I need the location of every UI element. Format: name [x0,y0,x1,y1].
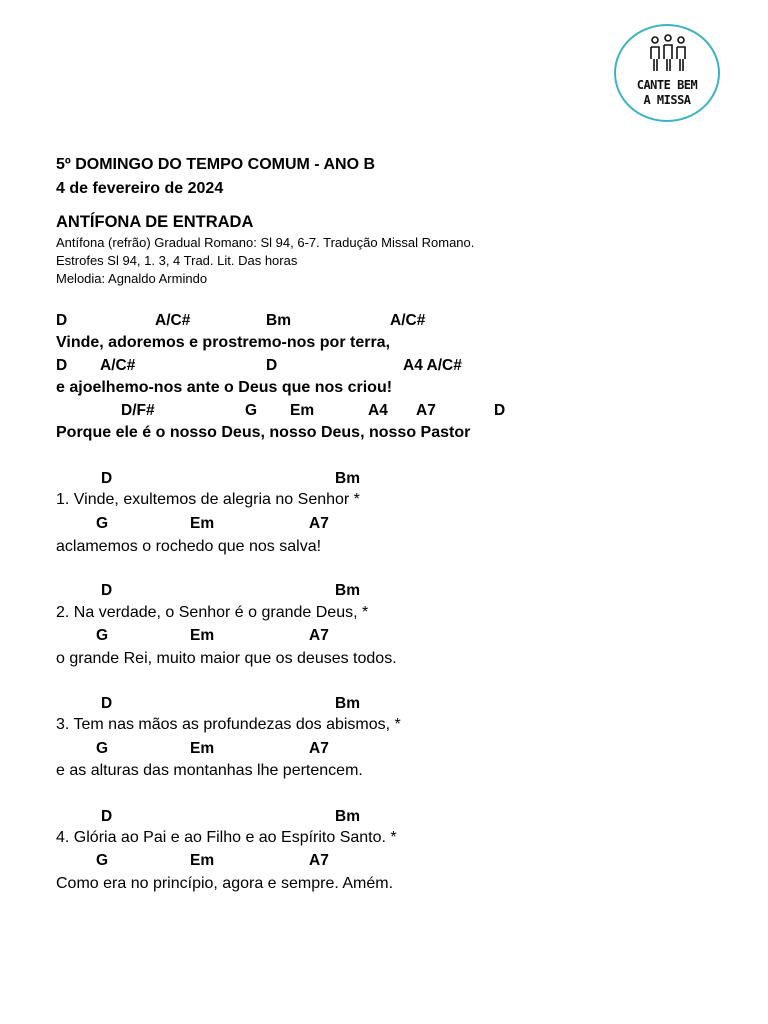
chord: Em [190,852,215,869]
chord: Bm [335,695,360,712]
chord: Bm [266,312,291,329]
chord: A7 [309,627,329,644]
chord: Bm [335,582,360,599]
chord: A/C# [155,312,191,329]
people-icon [646,33,690,77]
cante-bem-a-missa-logo [614,24,720,122]
chord: Bm [335,470,360,487]
chord: A7 [416,402,436,419]
chord: Em [290,402,315,419]
chord: G [96,852,109,869]
chord: Bm [335,808,360,825]
chord: A4 A/C# [403,357,462,374]
verse-3-line-1: 3. Tem nas mãos as profundezas dos abismos, * [56,716,401,733]
source-info-1: Antífona (refrão) Gradual Romano: Sl 94, 6-7. Tradução Missal Romano. [56,235,475,250]
verse-2-line-2: o grande Rei, muito maior que os deuses todos. [56,650,397,667]
chord: D [101,695,113,712]
chord: Em [190,627,215,644]
section-title: ANTÍFONA DE ENTRADA [56,213,254,231]
chord: D [266,357,278,374]
chord: D [494,402,506,419]
refrain-line-3: Porque ele é o nosso Deus, nosso Deus, nosso Pastor [56,424,471,441]
chord: D [101,808,113,825]
chord: A7 [309,740,329,757]
chord: Em [190,515,215,532]
chord: Em [190,740,215,757]
refrain-line-1: Vinde, adoremos e prostremo-nos por terra, [56,334,391,351]
verse-3-line-2: e as alturas das montanhas lhe pertencem. [56,762,363,779]
verse-4-line-1: 4. Glória ao Pai e ao Filho e ao Espírito Santo. * [56,829,397,846]
logo-line-2: A MISSA [643,93,691,107]
chord: A7 [309,852,329,869]
chord: A/C# [390,312,426,329]
chord: D [56,357,68,374]
verse-1-line-2: aclamemos o rochedo que nos salva! [56,538,322,555]
chord: D [101,470,113,487]
chord: D [56,312,68,329]
chord: D/F# [121,402,155,419]
chord: G [245,402,258,419]
page-title: 5º DOMINGO DO TEMPO COMUM - ANO B [56,156,376,173]
melody-credit: Melodia: Agnaldo Armindo [56,271,208,286]
refrain-line-2: e ajoelhemo-nos ante o Deus que nos criou! [56,379,393,396]
chord: G [96,515,109,532]
chord: A/C# [100,357,136,374]
source-info-2: Estrofes Sl 94, 1. 3, 4 Trad. Lit. Das horas [56,253,298,268]
verse-4-line-2: Como era no princípio, agora e sempre. Amém. [56,875,394,892]
chord: A4 [368,402,388,419]
chord: G [96,740,109,757]
chord: A7 [309,515,329,532]
date: 4 de fevereiro de 2024 [56,180,224,197]
verse-1-line-1: 1. Vinde, exultemos de alegria no Senhor * [56,491,360,508]
chord: G [96,627,109,644]
logo-line-1: CANTE BEM [636,78,698,92]
verse-2-line-1: 2. Na verdade, o Senhor é o grande Deus, * [56,604,369,621]
chord: D [101,582,113,599]
